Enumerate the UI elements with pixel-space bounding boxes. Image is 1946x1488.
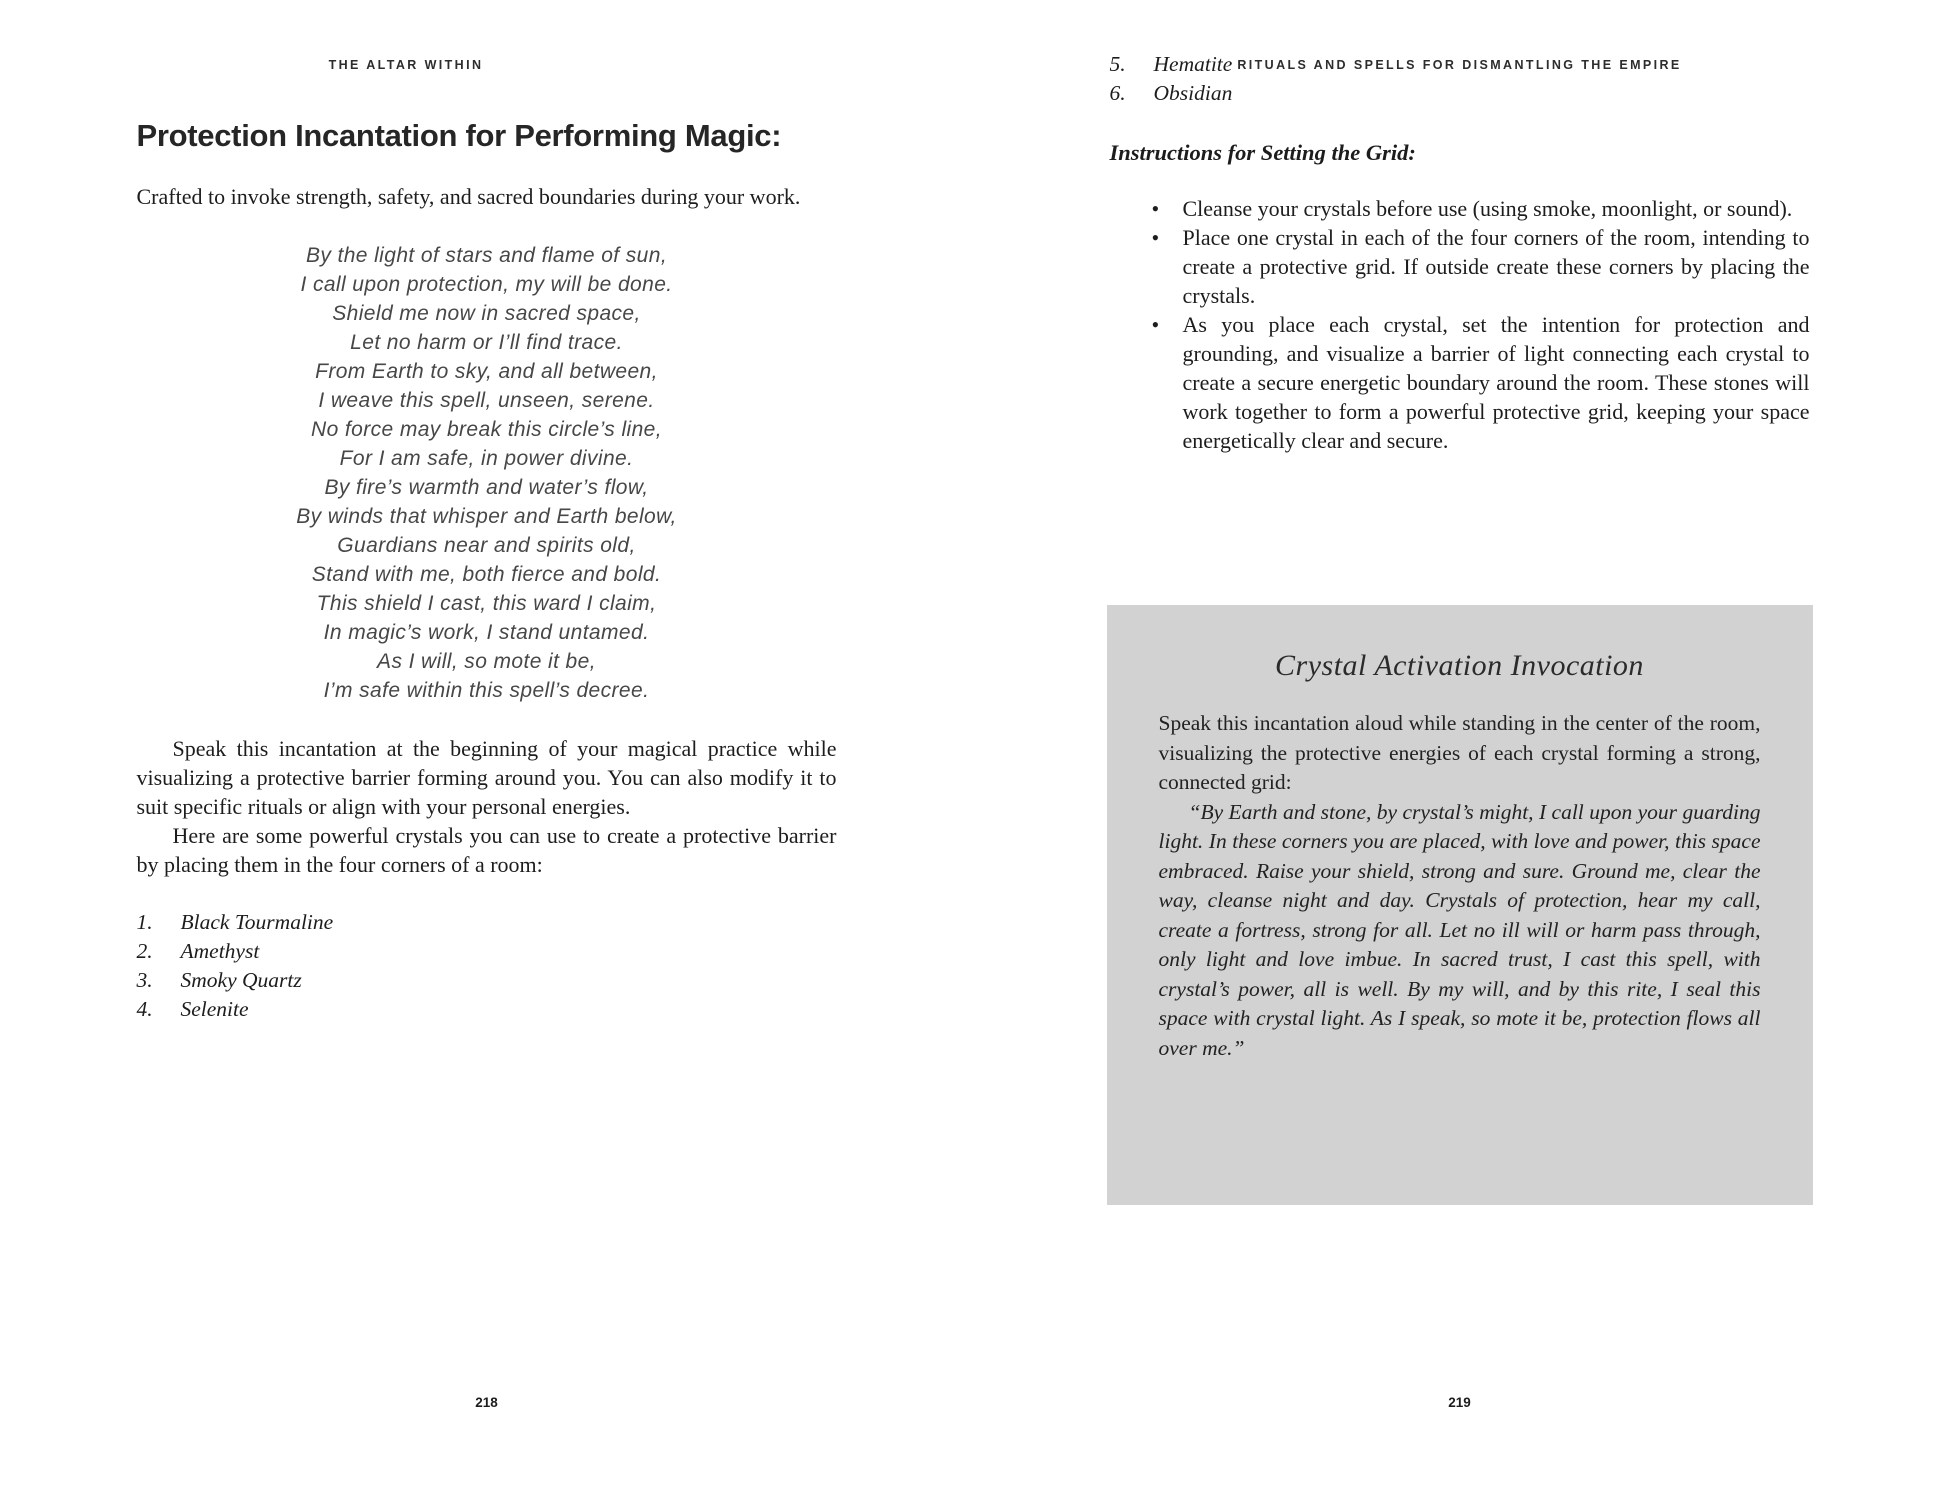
invocation-title: Crystal Activation Invocation: [1275, 649, 1644, 682]
crystal-number: 6.: [1109, 81, 1126, 105]
running-head-left-wrap: [0, 58, 812, 72]
crystal-name: Smoky Quartz: [180, 968, 302, 992]
body-paragraph-1: Speak this incantation at the beginning of your magical practice while visualizing a protective barrier forming around you. You can also modify it to suit specific rituals or align with your personal energies.: [136, 736, 837, 819]
crystal-name: Selenite: [180, 997, 249, 1021]
poem-line: By fire’s warmth and water’s flow,: [324, 476, 649, 499]
poem-line: As I will, so mote it be,: [377, 650, 596, 673]
crystal-number: 1.: [136, 910, 153, 934]
crystal-number: 5.: [1109, 52, 1126, 76]
crystal-list-item: [137, 995, 837, 1024]
crystal-name: Hematite: [1153, 52, 1233, 76]
bullet-marker: •: [1151, 196, 1160, 221]
bullet-item: [1110, 194, 1810, 223]
poem-line: For I am safe, in power divine.: [339, 447, 634, 470]
crystal-number: 4.: [136, 997, 153, 1021]
instructions-heading: Instructions for Setting the Grid:: [1109, 140, 1416, 165]
invocation-quote: “By Earth and stone, by crystal’s might, I call upon your guarding light. In these corners you are placed, with love and power, this space embraced. Raise your shield, strong and sure. Ground me, clear the way, cleanse night and day. Crystals of protection, hear my call, create a fortress, strong for all. Let no ill will or harm pass through, only light and love imbue. In sacred trust, I cast this spell, with crystal’s power, all is well. By my will, and by this rite, I seal this space with crystal light. As I speak, so mote it be, protection flows all over me.”: [1158, 799, 1761, 1060]
poem-line: By winds that whisper and Earth below,: [296, 505, 677, 528]
intro-paragraph: Crafted to invoke strength, safety, and sacred boundaries during your work.: [136, 184, 801, 209]
bullet-text: Place one crystal in each of the four corners of the room, intending to create a protective grid. If outside create these corners by placing the crystals.: [1182, 225, 1810, 308]
page-number-right: 219: [1448, 1395, 1471, 1410]
poem-line: Shield me now in sacred space,: [332, 302, 641, 325]
poem-line: Let no harm or I’ll find trace.: [350, 331, 623, 354]
incantation-poem: [137, 241, 837, 705]
crystal-number: 2.: [136, 939, 153, 963]
poem-line: No force may break this circle’s line,: [311, 418, 662, 441]
bullet-marker: •: [1151, 225, 1160, 250]
poem-line: Stand with me, both fierce and bold.: [311, 563, 662, 586]
instructions-bullet-list: [1110, 194, 1810, 455]
crystal-list-item: [1110, 79, 1810, 108]
left-text-column: [137, 118, 837, 1024]
invocation-box: [1107, 605, 1813, 1205]
crystal-name: Obsidian: [1153, 81, 1233, 105]
poem-line: In magic’s work, I stand untamed.: [323, 621, 650, 644]
poem-line: I’m safe within this spell’s decree.: [323, 679, 650, 702]
invocation-intro: Speak this incantation aloud while standing in the center of the room, visualizing the protective energies of each crystal forming a strong, connected grid:: [1158, 711, 1761, 794]
poem-line: I weave this spell, unseen, serene.: [318, 389, 655, 412]
crystal-list-item: [137, 908, 837, 937]
bullet-item: [1110, 310, 1810, 455]
crystal-list-item: [137, 937, 837, 966]
crystal-name: Black Tourmaline: [180, 910, 334, 934]
running-head-right-wrap: [973, 58, 1946, 72]
crystal-name: Amethyst: [180, 939, 260, 963]
crystal-list-item: [137, 966, 837, 995]
crystal-number: 3.: [136, 968, 153, 992]
page-number-left: 218: [475, 1395, 498, 1410]
poem-line: By the light of stars and flame of sun,: [305, 244, 668, 267]
poem-line: From Earth to sky, and all between,: [315, 360, 658, 383]
bullet-text: Cleanse your crystals before use (using smoke, moonlight, or sound).: [1182, 196, 1793, 221]
body-paragraph-2: Here are some powerful crystals you can use to create a protective barrier by placing them in the four corners of a room:: [136, 823, 837, 877]
crystal-list: [137, 908, 837, 1024]
section-title: Protection Incantation for Performing Magic:: [136, 118, 782, 153]
poem-line: Guardians near and spirits old,: [337, 534, 636, 557]
right-page: [973, 0, 1946, 1488]
bullet-marker: •: [1151, 312, 1160, 337]
right-text-column: [1110, 50, 1810, 1205]
running-head-right: RITUALS AND SPELLS FOR DISMANTLING THE EMPIRE: [1237, 58, 1682, 72]
bullet-text: As you place each crystal, set the intention for protection and grounding, and visualize a barrier of light connecting each crystal to create a secure energetic boundary around the room. These stones will work together to form a powerful protective grid, keeping your space energetically clear and secure.: [1182, 312, 1810, 453]
poem-line: This shield I cast, this ward I claim,: [316, 592, 657, 615]
bullet-item: [1110, 223, 1810, 310]
running-head-left: THE ALTAR WITHIN: [328, 58, 484, 72]
poem-line: I call upon protection, my will be done.: [300, 273, 673, 296]
